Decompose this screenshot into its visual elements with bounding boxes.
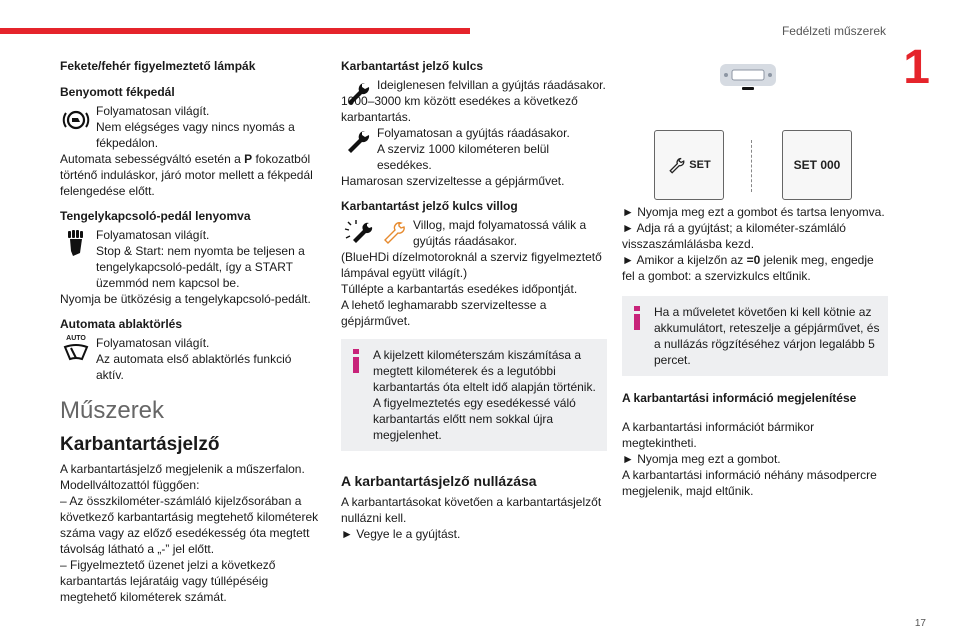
info-box-battery: [622, 296, 888, 376]
wrench-icon: [343, 127, 371, 155]
dashed-separator: [751, 140, 752, 192]
wrench-section: [341, 58, 607, 189]
blink-line-3: Túllépte a karbantartás esedékes időpontját.: [341, 282, 578, 296]
brake-section: [60, 84, 322, 199]
wrench-line-2: 1000–3000 km között esedékes a következő karbantartás.: [341, 94, 578, 124]
display-set-right: SET 000: [782, 130, 852, 200]
clutch-line-2: Stop & Start: nem nyomta be teljesen a tengelykapcsoló-pedált, így a START üzemmód nem kapcsol be.: [96, 244, 305, 290]
auto-wiper-icon: AUTO: [62, 335, 90, 363]
brake-title: Benyomott fékpedál: [60, 85, 175, 99]
wrench-icon: [343, 79, 371, 107]
brake-line-2: Nem elégséges vagy nincs nyomás a fékpedálon.: [96, 120, 295, 150]
lamps-title: Fekete/fehér figyelmeztető lámpák: [60, 59, 256, 73]
wrench-line-1: Ideiglenesen felvillan a gyújtás ráadásakor.: [377, 78, 606, 92]
clutch-section: [60, 208, 322, 307]
wiper-line-2: Az automata első ablaktörlés funkció aktív.: [96, 352, 292, 382]
display-line-2: ► Nyomja meg ezt a gombot.: [622, 452, 781, 466]
brake-warning-icon: [62, 105, 90, 133]
reset-step-3: ► Amikor a kijelzőn az =0 jelenik meg, engedje fel a gombot: a szervizkulcs eltűnik.: [622, 253, 874, 283]
clutch-line-3: Nyomja be ütközésig a tengelykapcsoló-pedált.: [60, 292, 311, 306]
reset-title: A karbantartásjelző nullázása: [341, 473, 537, 489]
section-title: Karbantartásjelző: [60, 434, 220, 455]
wrench-title: Karbantartást jelző kulcs: [341, 59, 484, 73]
wrench-line-5: Hamarosan szervizeltesse a gépjárművet.: [341, 174, 565, 188]
chapter-number: 1: [903, 41, 930, 94]
display-info-title: A karbantartási információ megjelenítése: [622, 391, 857, 405]
info-icon: [630, 306, 644, 330]
blink-section: [341, 198, 607, 329]
maint-item-2: – Figyelmeztető üzenet jelzi a következő karbantartás lejáratáig vagy túllépéséig megtehető kilométerek számát.: [60, 558, 276, 604]
reset-diagram: [622, 58, 888, 198]
maint-item-1: – Az összkilométer-számláló kijelzősorában a következő karbantartásig megtehető kilométerek száma vagy az előző esedékesség óta megtett távolság látható a „-” jel előtt.: [60, 494, 319, 556]
column-middle: [341, 58, 607, 542]
header-title: Fedélzeti műszerek: [781, 24, 886, 38]
brake-line-1: Folyamatosan világít.: [96, 104, 210, 118]
info-box-calc: [341, 339, 607, 451]
clutch-line-1: Folyamatosan világít.: [96, 228, 210, 242]
blink-line-2: (BlueHDi dízelmotoroknál a szerviz figyelmeztető lámpával együtt világít.): [341, 250, 602, 280]
reset-line-2: ► Vegye le a gyújtást.: [341, 527, 461, 541]
blinking-wrench-icon: [343, 219, 409, 247]
info-battery-text: Ha a műveletet követően ki kell kötnie az akkumulátort, reteszelje a gépjárművet, és a nullázás rögzítéséhez várjon legalább 5 percet.: [654, 305, 880, 367]
blink-line-4: A lehető leghamarabb szervizeltesse a gépjárművet.: [341, 298, 547, 328]
wrench-line-3: Folyamatosan a gyújtás ráadásakor.: [377, 126, 570, 140]
wrench-icon: [667, 156, 685, 174]
section-big-title: Műszerek: [60, 397, 165, 424]
instrument-cluster-icon: [718, 60, 778, 92]
blink-line-1: Villog, majd folyamatossá válik a gyújtás ráadásakor.: [413, 218, 587, 248]
brake-line-3: Automata sebességváltó esetén a P fokozatból történő induláskor, járó motor mellett a fékpedál felengedése előtt.: [60, 152, 313, 198]
maint-intro: A karbantartásjelző megjelenik a műszerfalon. Modellváltozattól függően:: [60, 462, 305, 492]
display-line-3: A karbantartási információ néhány másodpercre megjelenik, majd eltűnik.: [622, 468, 877, 498]
info-calc-text: A kijelzett kilométerszám kiszámítása a megtett kilométerek és a legutóbbi karbantartás óta eltelt idő alapján történik. A figyelmeztetés egy esedékessé váló karbantartás előtt nem sokkal újra megjelenhet.: [373, 348, 596, 442]
display-line-1: A karbantartási információt bármikor megtekintheti.: [622, 420, 815, 450]
clutch-pedal-icon: [62, 229, 90, 257]
header-accent-bar: [0, 28, 470, 34]
wiper-title: Automata ablaktörlés: [60, 317, 183, 331]
blink-title: Karbantartást jelző kulcs villog: [341, 199, 518, 213]
clutch-title: Tengelykapcsoló-pedál lenyomva: [60, 209, 251, 223]
wiper-line-1: Folyamatosan világít.: [96, 336, 210, 350]
column-left: [60, 58, 322, 605]
wrench-line-4: A szerviz 1000 kilométeren belül esedékes.: [377, 142, 550, 172]
display-set-left: SET: [654, 130, 724, 200]
reset-step-2: ► Adja rá a gyújtást; a kilométer-számláló visszaszámlálásba kezd.: [622, 221, 846, 251]
info-icon: [349, 349, 363, 373]
wiper-section: [60, 316, 322, 383]
reset-step-1: ► Nyomja meg ezt a gombot és tartsa lenyomva.: [622, 205, 885, 219]
column-right: [622, 58, 888, 499]
reset-line-1: A karbantartásokat követően a karbantartásjelzőt nullázni kell.: [341, 495, 602, 525]
page-number: 17: [914, 618, 926, 629]
